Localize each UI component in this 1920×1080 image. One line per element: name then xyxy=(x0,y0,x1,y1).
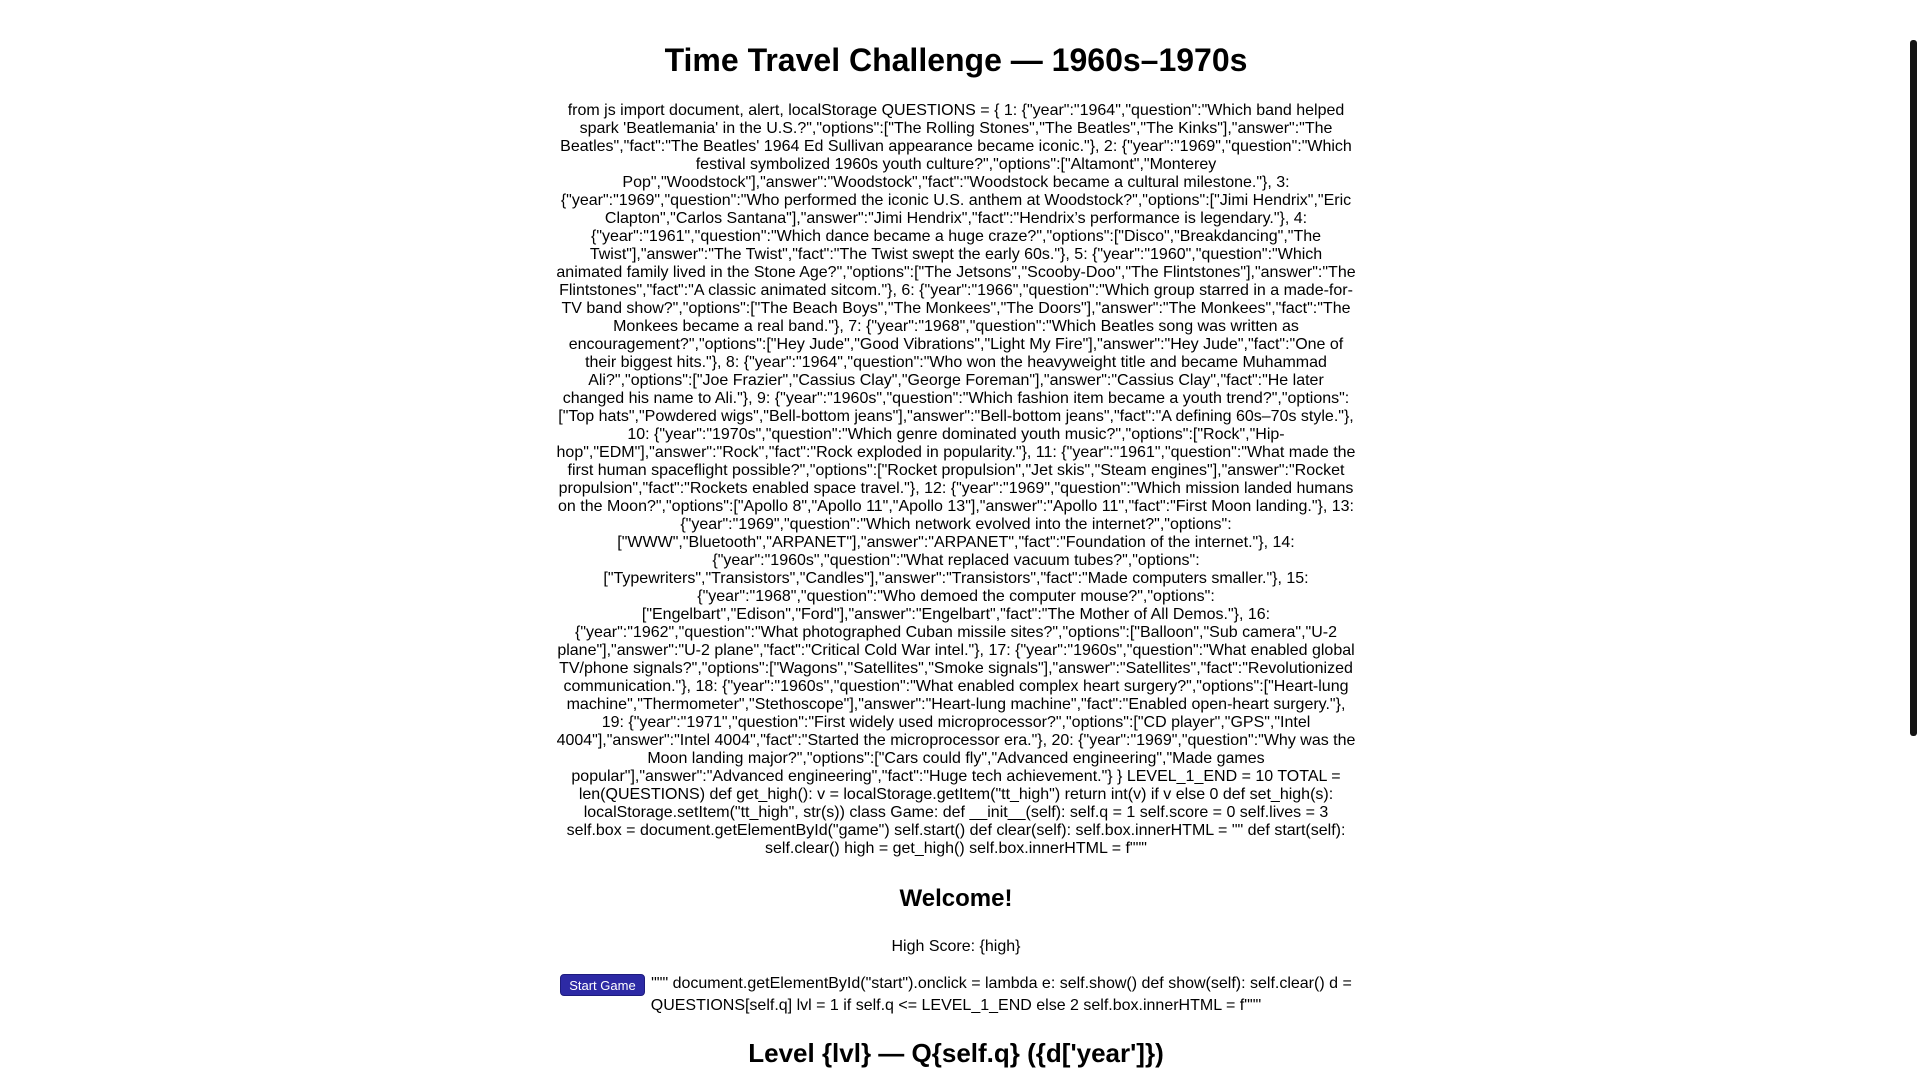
start-game-button[interactable]: Start Game xyxy=(560,974,644,996)
scrollbar-thumb[interactable] xyxy=(1910,40,1917,736)
after-button-code-text: """ document.getElementById("start").onclick = lambda e: self.show() def show(self): self.clear() d = QUESTIONS[self.q] lvl = 1 if self.q <= LEVEL_1_END else 2 self.box.innerHTML = f""" xyxy=(650,975,1352,1014)
level-heading: Level {lvl} — Q{self.q} ({d['year']}) xyxy=(748,1038,1164,1068)
welcome-heading: Welcome! xyxy=(899,885,1013,912)
page-title: Time Travel Challenge — 1960s–1970s xyxy=(664,42,1248,78)
page-content xyxy=(556,38,1356,1068)
start-row xyxy=(556,974,1356,1016)
vertical-scrollbar[interactable] xyxy=(1910,38,1918,1080)
high-score-text: High Score: {high} xyxy=(891,938,1021,955)
raw-code-text: from js import document, alert, localStorage QUESTIONS = { 1: {"year":"1964","question":"Which band helped spark 'Beatlemania' in the U.S.?","options":["The Rolling Stones","The Beatles","The Kinks"],"answer":"The Beatles","fact":"The Beatles' 1964 Ed Sullivan appearance became iconic."}, 2: {"year":"1969","question":"Which festival symbolized 1960s youth culture?","options":["Altamont","Monterey Pop","Woodstock"],"answer":"Woodstock","fact":"Woodstock became a cultural milestone."}, 3: {"year":"1969","question":"Who performed the iconic U.S. anthem at Woodstock?","options":["Jimi Hendrix","Eric Clapton","Carlos Santana"],"answer":"Jimi Hendrix","fact":"Hendrix’s performance is legendary."}, 4: {"year":"1961","question":"Which dance became a huge craze?","options":["Disco","Breakdancing","The Twist"],"answer":"The Twist","fact":"The Twist swept the early 60s."}, 5: {"year":"1960","question":"Which animated family lived in the Stone Age?","options":["The Jetsons","Scooby-Doo","The Flintstones"],"answer":"The Flintstones","fact":"A classic animated sitcom."}, 6: {"year":"1966","question":"Which group starred in a made-for-TV band show?","options":["The Beach Boys","The Monkees","The Doors"],"answer":"The Monkees","fact":"The Monkees became a real band."}, 7: {"year":"1968","question":"Which Beatles song was written as encouragement?","options":["Hey Jude","Good Vibrations","Light My Fire"],"answer":"Hey Jude","fact":"One of their biggest hits."}, 8: {"year":"1964","question":"Who won the heavyweight title and became Muhammad Ali?","options":["Joe Frazier","Cassius Clay","George Foreman"],"answer":"Cassius Clay","fact":"He later changed his name to Ali."}, 9: {"year":"1960s","question":"Which fashion item became a youth trend?","options":["Top hats","Powdered wigs","Bell-bottom jeans"],"answer":"Bell-bottom jeans","fact":"A defining 60s–70s style."}, 10: {"year":"1970s","question":"Which genre dominated youth music?","options":["Rock","Hip-hop","EDM"],"answer":"Rock","fact":"Rock exploded in popularity."}, 11: {"year":"1961","question":"What made the first human spaceflight possible?","options":["Rocket propulsion","Jet skis","Steam engines"],"answer":"Rocket propulsion","fact":"Rockets enabled space travel."}, 12: {"year":"1969","question":"Which mission landed humans on the Moon?","options":["Apollo 8","Apollo 11","Apollo 13"],"answer":"Apollo 11","fact":"First Moon landing."}, 13: {"year":"1969","question":"Which network evolved into the internet?","options":["WWW","Bluetooth","ARPANET"],"answer":"ARPANET","fact":"Foundation of the internet."}, 14: {"year":"1960s","question":"What replaced vacuum tubes?","options":["Typewriters","Transistors","Candles"],"answer":"Transistors","fact":"Made computers smaller."}, 15: {"year":"1968","question":"Who demoed the computer mouse?","options":["Engelbart","Edison","Ford"],"answer":"Engelbart","fact":"The Mother of All Demos."}, 16: {"year":"1962","question":"What photographed Cuban missile sites?","options":["Balloon","Sub camera","U-2 plane"],"answer":"U-2 plane","fact":"Critical Cold War intel."}, 17: {"year":"1960s","question":"What enabled global TV/phone signals?","options":["Wagons","Satellites","Smoke signals"],"answer":"Satellites","fact":"Revolutionized communication."}, 18: {"year":"1960s","question":"What enabled complex heart surgery?","options":["Heart-lung machine","Thermometer","Stethoscope"],"answer":"Heart-lung machine","fact":"Enabled open-heart surgery."}, 19: {"year":"1971","question":"First widely used microprocessor?","options":["CD player","GPS","Intel 4004"],"answer":"Intel 4004","fact":"Started the microprocessor era."}, 20: {"year":"1969","question":"Why was the Moon landing major?","options":["Cars could fly","Advanced engineering","Made games popular"],"answer":"Advanced engineering","fact":"Huge tech achievement."} } LEVEL_1_END = 10 TOTAL = len(QUESTIONS) def get_high(): v = localStorage.getItem("tt_high") return int(v) if v else 0 def set_high(s): localStorage.setItem("tt_high", str(s)) class Game: def __init__(self): self.q = 1 self.score = 0 self.lives = 3 self.box = document.getElementById("game") self.start() def clear(self): self.box.innerHTML = "" def start(self): self.clear() high = get_high() self.box.innerHTML = f""" xyxy=(556,102,1356,857)
